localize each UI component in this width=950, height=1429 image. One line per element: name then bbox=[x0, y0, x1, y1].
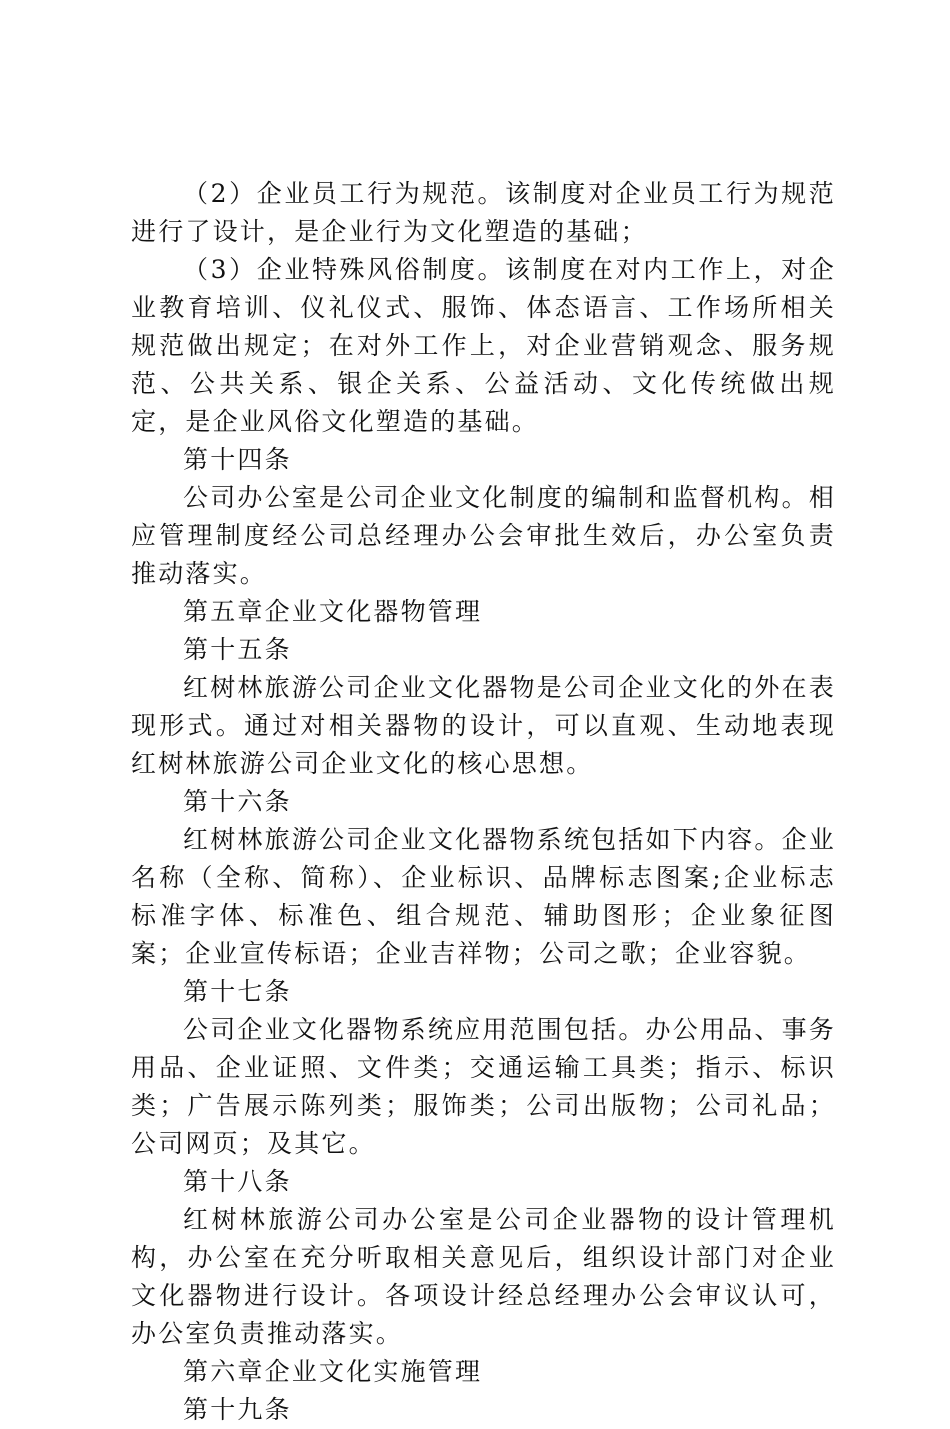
paragraph-special-customs: （3）企业特殊风俗制度。该制度在对内工作上，对企业教育培训、仪礼仪式、服饰、体态语言、工作场所相关规范做出规定；在对外工作上，对企业营销观念、服务规范、公共关系、银企关系、公益活动、文化传统做出规定，是企业风俗文化塑造的基础。 bbox=[131, 255, 836, 436]
article-heading-15: 第十五条 bbox=[183, 635, 292, 664]
paragraph-article-16: 红树林旅游公司企业文化器物系统包括如下内容。企业名称（全称、简称）、企业标识、品牌标志图案;企业标志标准字体、标准色、组合规范、辅助图形；企业象征图案；企业宣传标语；企业吉祥物；公司之歌；企业容貌。 bbox=[131, 825, 836, 968]
paragraph-employee-conduct: （2）企业员工行为规范。该制度对企业员工行为规范进行了设计，是企业行为文化塑造的基础； bbox=[131, 179, 836, 246]
article-heading-18: 第十八条 bbox=[183, 1167, 292, 1196]
paragraph-article-18: 红树林旅游公司办公室是公司企业器物的设计管理机构，办公室在充分听取相关意见后，组织设计部门对企业文化器物进行设计。各项设计经总经理办公会审议认可，办公室负责推动落实。 bbox=[131, 1205, 836, 1348]
document-body bbox=[131, 175, 836, 1429]
article-heading-19: 第十九条 bbox=[183, 1395, 292, 1424]
chapter-heading-6: 第六章企业文化实施管理 bbox=[183, 1357, 483, 1386]
chapter-heading-5: 第五章企业文化器物管理 bbox=[183, 597, 483, 626]
article-heading-16: 第十六条 bbox=[183, 787, 292, 816]
paragraph-article-14: 公司办公室是公司企业文化制度的编制和监督机构。相应管理制度经公司总经理办公会审批生效后，办公室负责推动落实。 bbox=[131, 483, 836, 588]
article-heading-17: 第十七条 bbox=[183, 977, 292, 1006]
paragraph-article-17: 公司企业文化器物系统应用范围包括。办公用品、事务用品、企业证照、文件类；交通运输工具类；指示、标识类；广告展示陈列类；服饰类；公司出版物；公司礼品；公司网页；及其它。 bbox=[131, 1015, 836, 1158]
article-heading-14: 第十四条 bbox=[183, 445, 292, 474]
paragraph-article-15: 红树林旅游公司企业文化器物是公司企业文化的外在表现形式。通过对相关器物的设计，可以直观、生动地表现红树林旅游公司企业文化的核心思想。 bbox=[131, 673, 836, 778]
